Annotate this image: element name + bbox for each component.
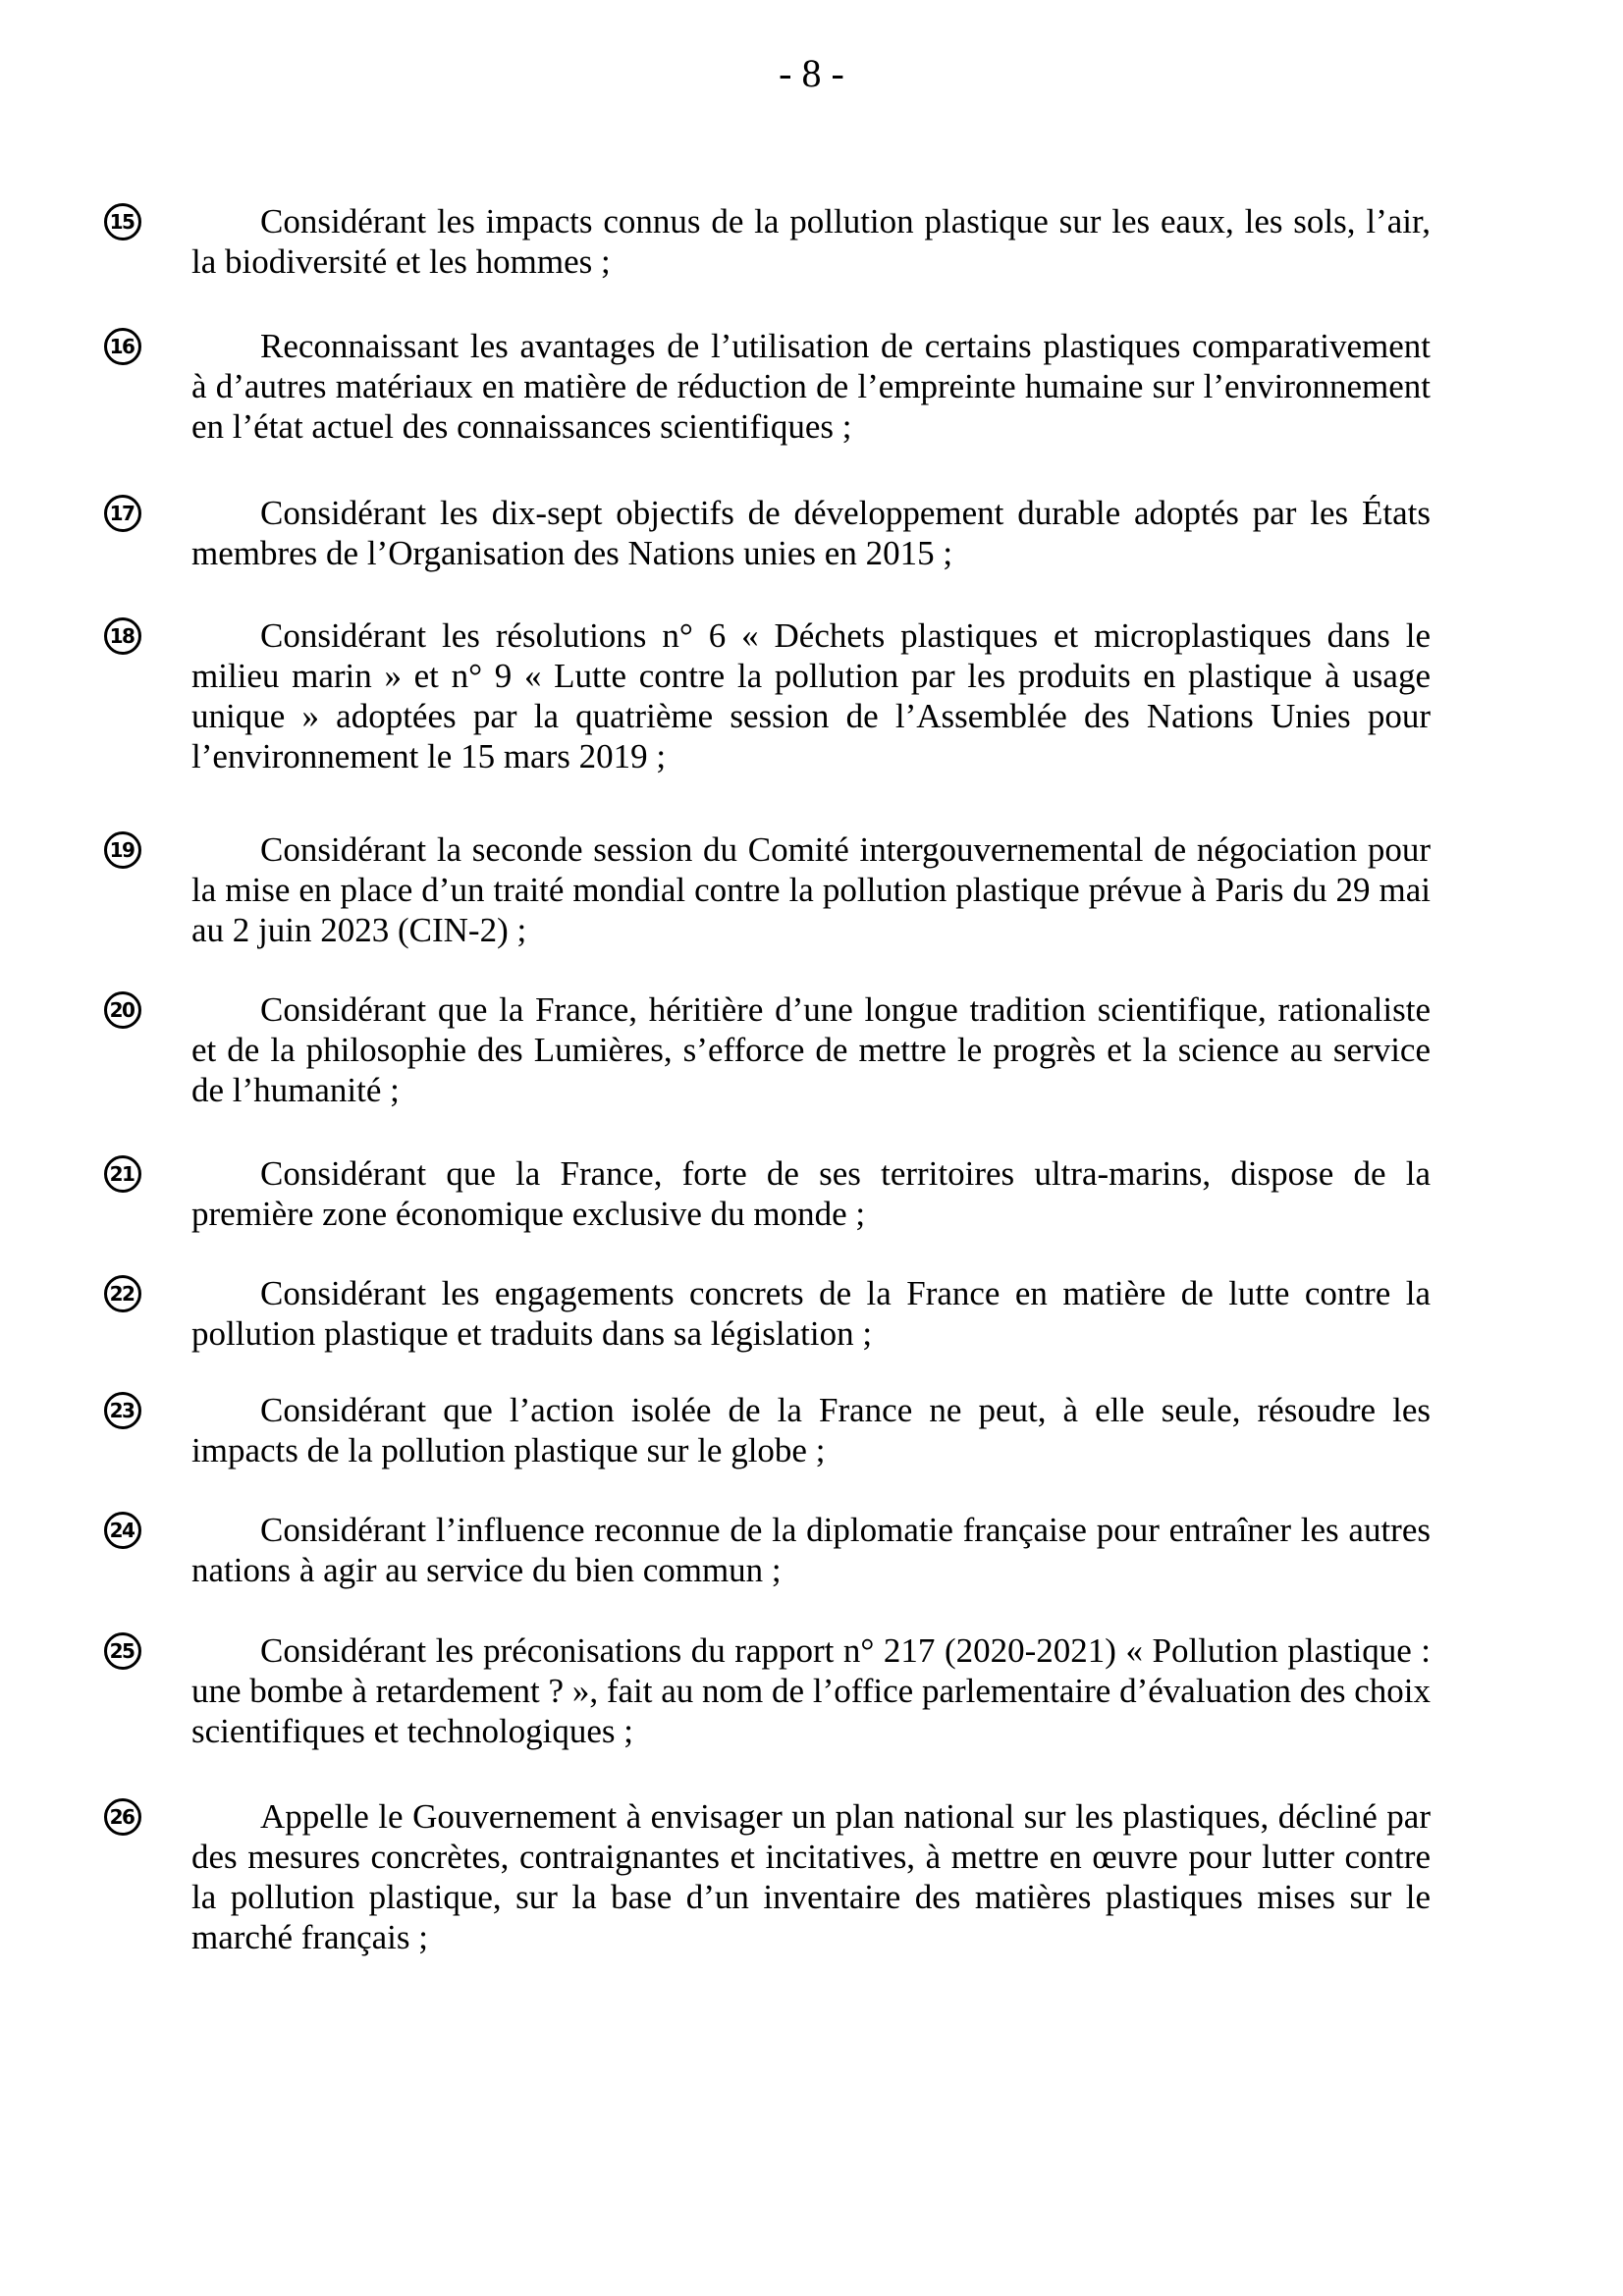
resolution-paragraph (0, 201, 1623, 282)
resolution-paragraph (0, 1796, 1623, 1957)
resolution-paragraph (0, 1153, 1623, 1234)
paragraph-number: 26 (109, 1805, 135, 1829)
resolution-paragraph (0, 326, 1623, 447)
paragraph-text: Reconnaissant les avantages de l’utilisation de certains plastiques comparativement à d’autres matériaux en matière de réduction de l’empreinte humaine sur l’environnement en l’état actuel des connaissances scientifiques ; (191, 327, 1431, 446)
paragraph-number-badge (104, 1512, 141, 1549)
paragraph-number: 18 (109, 624, 135, 648)
paragraph-number-badge (104, 203, 141, 240)
paragraph-number: 20 (109, 998, 135, 1022)
paragraph-number: 21 (109, 1162, 135, 1186)
paragraph-number: 23 (109, 1399, 135, 1422)
paragraph-number: 22 (109, 1282, 135, 1306)
paragraph-text: Considérant les dix-sept objectifs de développement durable adoptés par les États membres de l’Organisation des Nations unies en 2015 ; (191, 494, 1431, 572)
paragraph-number-badge (104, 1392, 141, 1429)
paragraph-number-badge (104, 831, 141, 869)
resolution-paragraph (0, 1273, 1623, 1354)
resolution-paragraph (0, 615, 1623, 776)
paragraph-number-badge (104, 1155, 141, 1193)
resolution-paragraph (0, 1510, 1623, 1590)
paragraph-number: 16 (109, 335, 135, 358)
resolution-paragraph (0, 829, 1623, 950)
paragraph-number-badge (104, 328, 141, 365)
paragraph-number: 19 (109, 838, 135, 862)
paragraph-number: 15 (109, 210, 135, 234)
paragraph-text: Considérant que l’action isolée de la France ne peut, à elle seule, résoudre les impacts de la pollution plastique sur le globe ; (191, 1391, 1431, 1469)
resolution-paragraph (0, 493, 1623, 573)
paragraph-text: Considérant les engagements concrets de la France en matière de lutte contre la pollution plastique et traduits dans sa législation ; (191, 1274, 1431, 1353)
paragraph-number-badge (104, 1275, 141, 1312)
paragraph-text: Considérant les préconisations du rapport n° 217 (2020-2021) « Pollution plastique : une bombe à retardement ? », fait au nom de l’office parlementaire d’évaluation des choix scientifiques et technologiques ; (191, 1631, 1431, 1750)
paragraph-text: Considérant l’influence reconnue de la diplomatie française pour entraîner les autres nations à agir au service du bien commun ; (191, 1511, 1431, 1589)
paragraph-text: Appelle le Gouvernement à envisager un plan national sur les plastiques, décliné par des mesures concrètes, contraignantes et incitatives, à mettre en œuvre pour lutter contre la pollution plastique, sur la base d’un inventaire des matières plastiques mises sur le marché français ; (191, 1797, 1431, 1956)
paragraph-number-badge (104, 617, 141, 655)
paragraph-text: Considérant la seconde session du Comité intergouvernemental de négociation pour la mise en place d’un traité mondial contre la pollution plastique prévue à Paris du 29 mai au 2 juin 2023 (CIN-2) ; (191, 830, 1431, 949)
paragraph-text: Considérant les résolutions n° 6 « Déchets plastiques et microplastiques dans le milieu marin » et n° 9 « Lutte contre la pollution par les produits en plastique à usage unique » adoptées par la quatrième session de l’Assemblée des Nations Unies pour l’environnement le 15 mars 2019 ; (191, 616, 1431, 775)
paragraph-number-badge (104, 1632, 141, 1670)
paragraph-number-badge (104, 991, 141, 1029)
resolution-paragraph (0, 989, 1623, 1110)
paragraph-number: 24 (109, 1519, 135, 1542)
resolution-paragraph (0, 1630, 1623, 1751)
paragraph-text: Considérant que la France, forte de ses territoires ultra-marins, dispose de la première zone économique exclusive du monde ; (191, 1154, 1431, 1233)
page-number: - 8 - (779, 51, 844, 95)
paragraph-number: 17 (109, 502, 135, 525)
paragraph-number-badge (104, 1798, 141, 1836)
paragraph-number: 25 (109, 1639, 135, 1663)
resolution-paragraph (0, 1390, 1623, 1470)
paragraph-number-badge (104, 495, 141, 532)
paragraph-text: Considérant que la France, héritière d’une longue tradition scientifique, rationaliste et de la philosophie des Lumières, s’efforce de mettre le progrès et la science au service de l’humanité ; (191, 990, 1431, 1109)
paragraph-text: Considérant les impacts connus de la pollution plastique sur les eaux, les sols, l’air, la biodiversité et les hommes ; (191, 202, 1431, 281)
